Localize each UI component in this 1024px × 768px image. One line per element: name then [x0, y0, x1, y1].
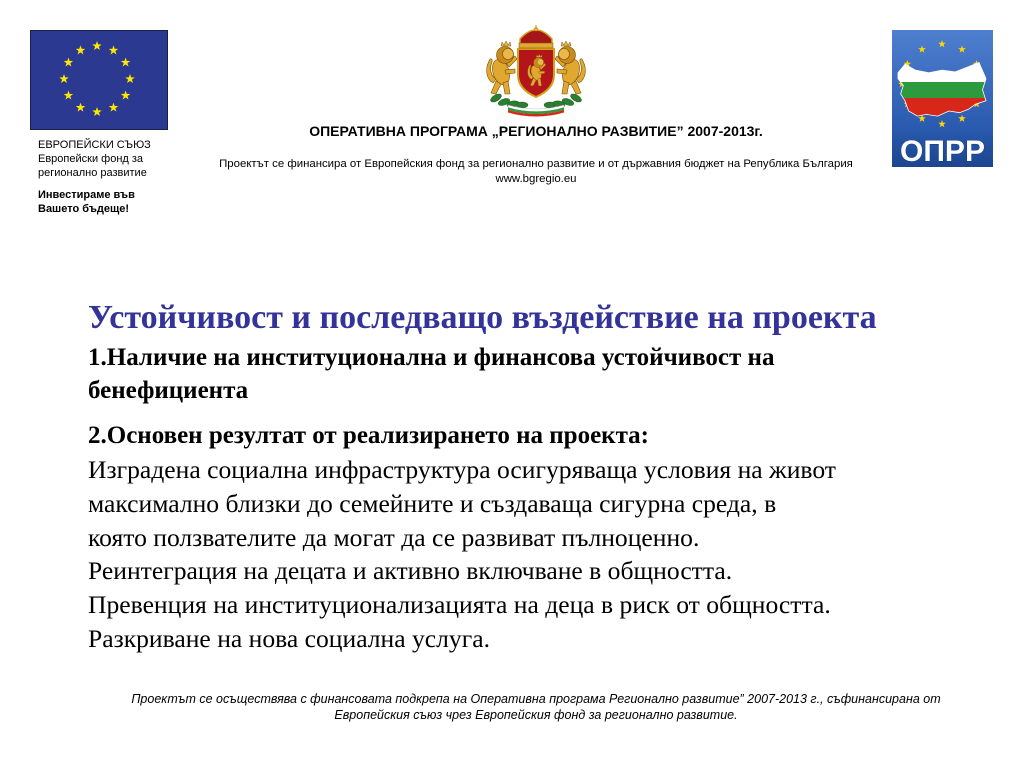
body-line: Изградена социална инфраструктура осигуряваща условия на живот	[88, 455, 836, 484]
eu-fund-line: регионално развитие	[38, 167, 147, 179]
funding-note: Проектът се финансира от Европейския фонд за регионално развитие и от държавния бюджет на Република България	[219, 158, 853, 170]
supporter-lion-right	[555, 41, 585, 94]
crown-icon	[519, 25, 553, 48]
supporter-lion-left	[487, 41, 517, 94]
body-line: Превенция на институционализацията на деца в риск от общността.	[88, 590, 831, 620]
body-line: Реинтеграция на децата и активно включване в общността.	[88, 556, 733, 586]
footer-line: Европейския съюз чрез Европейския фонд за регионално развитие.	[334, 708, 738, 722]
eu-slogan	[38, 188, 135, 216]
oprr-lettering: ОПРР	[900, 135, 985, 167]
eu-flag-icon	[30, 30, 168, 130]
eu-slogan-line: Вашето бъдеще!	[38, 203, 130, 215]
website-url: www.bgregio.eu	[495, 173, 577, 185]
point-1-heading	[88, 341, 774, 407]
body-line: Разкриване на нова социална услуга.	[88, 623, 490, 653]
result-description	[88, 453, 836, 656]
point-1-line: 1.Наличие на институционална и финансова устойчивост на	[88, 344, 775, 371]
slide-title: Устойчивост и последващо въздействие на проекта	[88, 299, 877, 336]
eu-union-label: ЕВРОПЕЙСКИ СЪЮЗ	[38, 139, 151, 151]
point-1-line: бенефициента	[88, 377, 249, 404]
funding-footer	[48, 691, 1024, 723]
body-line: максимално близки до семейните и създаваща сигурна среда, в	[88, 488, 777, 518]
eu-fund-label	[38, 138, 151, 180]
body-line: която ползвателите да могат да се развиват пълноценно.	[88, 522, 700, 552]
eu-fund-line: Европейски фонд за	[38, 153, 144, 165]
point-2-heading: 2.Основен резултат от реализирането на проекта:	[88, 422, 649, 449]
program-title: ОПЕРАТИВНА ПРОГРАМА „РЕГИОНАЛНО РАЗВИТИЕ” 2007-2013г.	[309, 123, 763, 139]
oprr-logo-icon	[892, 30, 993, 167]
eu-slogan-line: Инвестираме във	[38, 189, 135, 201]
footer-line: Проектът се осъществява с финансовата подкрепа на Оперативна програма Регионално развитие” 2007-2013 г., съфинансирана от	[131, 692, 941, 706]
bulgarian-coat-of-arms-icon	[478, 25, 594, 117]
